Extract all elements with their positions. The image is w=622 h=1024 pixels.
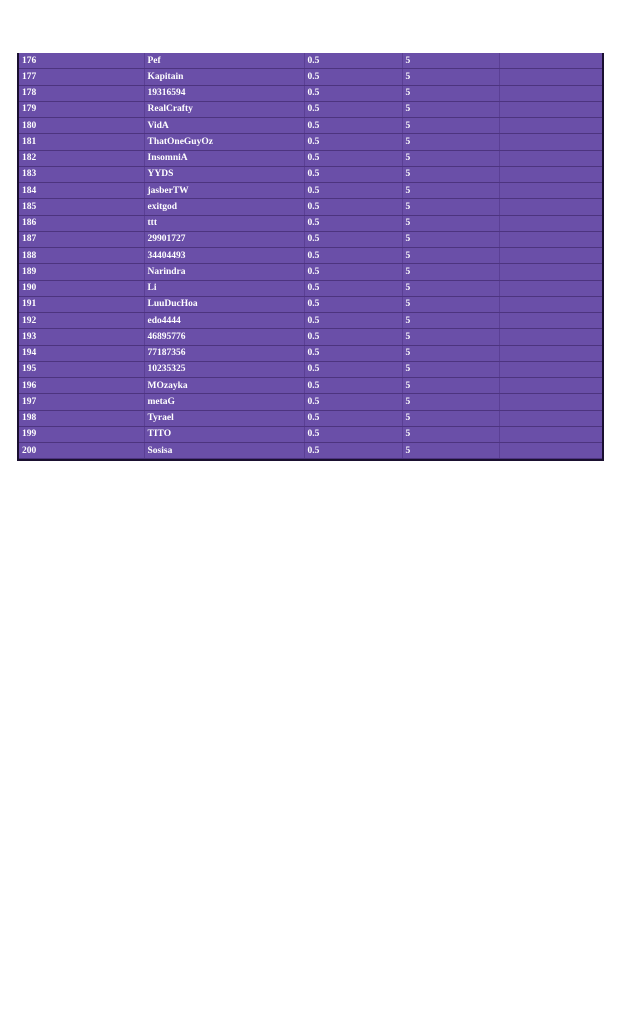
value-cell: 0.5 xyxy=(304,296,402,312)
table-row xyxy=(19,199,602,215)
empty-cell xyxy=(499,53,602,69)
empty-cell xyxy=(499,361,602,377)
value-cell: 0.5 xyxy=(304,248,402,264)
player-name-cell: YYDS xyxy=(144,166,304,182)
rank-cell: 199 xyxy=(19,426,144,442)
value-cell: 0.5 xyxy=(304,280,402,296)
player-name-cell: 46895776 xyxy=(144,329,304,345)
table-row xyxy=(19,410,602,426)
empty-cell xyxy=(499,69,602,85)
player-name-cell: Tyrael xyxy=(144,410,304,426)
value-cell: 0.5 xyxy=(304,345,402,361)
value-cell: 0.5 xyxy=(304,101,402,117)
table-row xyxy=(19,248,602,264)
player-name-cell: Li xyxy=(144,280,304,296)
value-cell: 0.5 xyxy=(304,231,402,247)
rank-cell: 181 xyxy=(19,134,144,150)
points-cell: 5 xyxy=(402,345,499,361)
points-cell: 5 xyxy=(402,329,499,345)
rank-cell: 177 xyxy=(19,69,144,85)
points-cell: 5 xyxy=(402,361,499,377)
player-name-cell: Narindra xyxy=(144,264,304,280)
player-name-cell: jasberTW xyxy=(144,183,304,199)
value-cell: 0.5 xyxy=(304,264,402,280)
player-name-cell: Sosisa xyxy=(144,443,304,459)
table-row xyxy=(19,264,602,280)
points-cell: 5 xyxy=(402,248,499,264)
leaderboard-rows xyxy=(19,53,602,459)
leaderboard-table xyxy=(19,53,602,459)
points-cell: 5 xyxy=(402,280,499,296)
table-row xyxy=(19,345,602,361)
points-cell: 5 xyxy=(402,410,499,426)
points-cell: 5 xyxy=(402,150,499,166)
player-name-cell: ThatOneGuyOz xyxy=(144,134,304,150)
player-name-cell: TITO xyxy=(144,426,304,442)
empty-cell xyxy=(499,394,602,410)
rank-cell: 188 xyxy=(19,248,144,264)
rank-cell: 187 xyxy=(19,231,144,247)
rank-cell: 176 xyxy=(19,53,144,69)
player-name-cell: metaG xyxy=(144,394,304,410)
empty-cell xyxy=(499,85,602,101)
rank-cell: 194 xyxy=(19,345,144,361)
player-name-cell: Pef xyxy=(144,53,304,69)
table-row xyxy=(19,101,602,117)
table-row xyxy=(19,280,602,296)
table-row xyxy=(19,215,602,231)
table-row xyxy=(19,361,602,377)
value-cell: 0.5 xyxy=(304,85,402,101)
value-cell: 0.5 xyxy=(304,118,402,134)
value-cell: 0.5 xyxy=(304,329,402,345)
empty-cell xyxy=(499,296,602,312)
empty-cell xyxy=(499,410,602,426)
rank-cell: 185 xyxy=(19,199,144,215)
table-row xyxy=(19,183,602,199)
player-name-cell: ttt xyxy=(144,215,304,231)
points-cell: 5 xyxy=(402,215,499,231)
leaderboard-table-container xyxy=(17,53,604,461)
table-row xyxy=(19,443,602,459)
table-row xyxy=(19,69,602,85)
table-row xyxy=(19,118,602,134)
points-cell: 5 xyxy=(402,101,499,117)
rank-cell: 179 xyxy=(19,101,144,117)
empty-cell xyxy=(499,101,602,117)
value-cell: 0.5 xyxy=(304,69,402,85)
empty-cell xyxy=(499,134,602,150)
points-cell: 5 xyxy=(402,313,499,329)
rank-cell: 195 xyxy=(19,361,144,377)
points-cell: 5 xyxy=(402,118,499,134)
empty-cell xyxy=(499,183,602,199)
table-row xyxy=(19,426,602,442)
rank-cell: 186 xyxy=(19,215,144,231)
points-cell: 5 xyxy=(402,426,499,442)
value-cell: 0.5 xyxy=(304,183,402,199)
player-name-cell: 19316594 xyxy=(144,85,304,101)
empty-cell xyxy=(499,150,602,166)
table-row xyxy=(19,394,602,410)
rank-cell: 178 xyxy=(19,85,144,101)
table-row xyxy=(19,231,602,247)
value-cell: 0.5 xyxy=(304,166,402,182)
rank-cell: 193 xyxy=(19,329,144,345)
player-name-cell: RealCrafty xyxy=(144,101,304,117)
player-name-cell: 34404493 xyxy=(144,248,304,264)
table-row xyxy=(19,313,602,329)
value-cell: 0.5 xyxy=(304,443,402,459)
points-cell: 5 xyxy=(402,53,499,69)
points-cell: 5 xyxy=(402,199,499,215)
rank-cell: 182 xyxy=(19,150,144,166)
table-row xyxy=(19,53,602,69)
empty-cell xyxy=(499,378,602,394)
player-name-cell: exitgod xyxy=(144,199,304,215)
points-cell: 5 xyxy=(402,394,499,410)
empty-cell xyxy=(499,345,602,361)
value-cell: 0.5 xyxy=(304,394,402,410)
points-cell: 5 xyxy=(402,443,499,459)
points-cell: 5 xyxy=(402,296,499,312)
points-cell: 5 xyxy=(402,378,499,394)
table-row xyxy=(19,329,602,345)
value-cell: 0.5 xyxy=(304,199,402,215)
table-row xyxy=(19,150,602,166)
value-cell: 0.5 xyxy=(304,361,402,377)
player-name-cell: LuuDucHoa xyxy=(144,296,304,312)
player-name-cell: 10235325 xyxy=(144,361,304,377)
table-row xyxy=(19,378,602,394)
value-cell: 0.5 xyxy=(304,313,402,329)
rank-cell: 197 xyxy=(19,394,144,410)
rank-cell: 180 xyxy=(19,118,144,134)
empty-cell xyxy=(499,426,602,442)
rank-cell: 191 xyxy=(19,296,144,312)
empty-cell xyxy=(499,231,602,247)
points-cell: 5 xyxy=(402,166,499,182)
table-row xyxy=(19,166,602,182)
points-cell: 5 xyxy=(402,85,499,101)
player-name-cell: MOzayka xyxy=(144,378,304,394)
value-cell: 0.5 xyxy=(304,134,402,150)
player-name-cell: edo4444 xyxy=(144,313,304,329)
empty-cell xyxy=(499,329,602,345)
empty-cell xyxy=(499,280,602,296)
points-cell: 5 xyxy=(402,134,499,150)
rank-cell: 184 xyxy=(19,183,144,199)
rank-cell: 189 xyxy=(19,264,144,280)
points-cell: 5 xyxy=(402,69,499,85)
value-cell: 0.5 xyxy=(304,53,402,69)
empty-cell xyxy=(499,443,602,459)
rank-cell: 196 xyxy=(19,378,144,394)
value-cell: 0.5 xyxy=(304,410,402,426)
empty-cell xyxy=(499,215,602,231)
table-row xyxy=(19,296,602,312)
rank-cell: 190 xyxy=(19,280,144,296)
table-row xyxy=(19,85,602,101)
points-cell: 5 xyxy=(402,183,499,199)
player-name-cell: Kapitain xyxy=(144,69,304,85)
value-cell: 0.5 xyxy=(304,426,402,442)
empty-cell xyxy=(499,264,602,280)
empty-cell xyxy=(499,313,602,329)
value-cell: 0.5 xyxy=(304,150,402,166)
empty-cell xyxy=(499,166,602,182)
value-cell: 0.5 xyxy=(304,378,402,394)
empty-cell xyxy=(499,199,602,215)
player-name-cell: 29901727 xyxy=(144,231,304,247)
points-cell: 5 xyxy=(402,231,499,247)
empty-cell xyxy=(499,248,602,264)
player-name-cell: 77187356 xyxy=(144,345,304,361)
rank-cell: 192 xyxy=(19,313,144,329)
table-row xyxy=(19,134,602,150)
player-name-cell: VidA xyxy=(144,118,304,134)
player-name-cell: InsomniA xyxy=(144,150,304,166)
rank-cell: 198 xyxy=(19,410,144,426)
value-cell: 0.5 xyxy=(304,215,402,231)
empty-cell xyxy=(499,118,602,134)
rank-cell: 183 xyxy=(19,166,144,182)
points-cell: 5 xyxy=(402,264,499,280)
rank-cell: 200 xyxy=(19,443,144,459)
